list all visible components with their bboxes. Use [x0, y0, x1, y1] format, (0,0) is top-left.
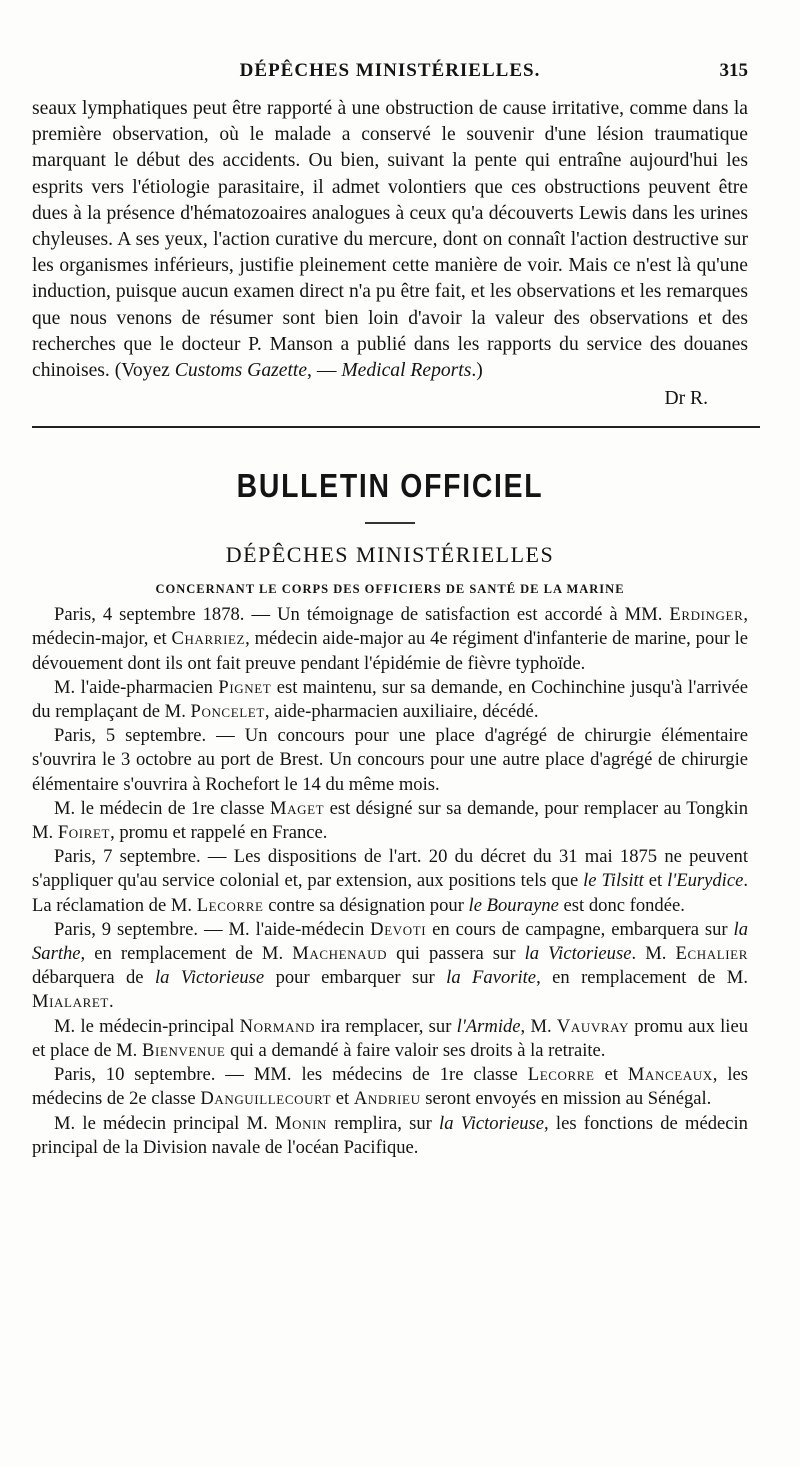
article-paragraph [32, 96, 748, 384]
running-title: DÉPÊCHES MINISTÉRIELLES. [239, 60, 541, 81]
ship-name: la Victorieuse [439, 1112, 545, 1134]
entry-text: Paris, 5 septembre. — Un concours pour une place d'agrégé de chirurgie élémentaire s'ouvrira le 3 octobre au port de Brest. Un concours pour une autre place d'agrégé de chirurgie élémentaire s'ouvrira à Rochefort le 14 du même mois. [32, 725, 748, 795]
entry-text: Paris, 7 septembre. — Les dispositions de l'art. 20 du décret du 31 mai 1875 ne peuvent s'appliquer qu'au service colonial et, par extension, aux positions tels que [32, 846, 748, 892]
dispatch-entry [32, 1112, 748, 1160]
dispatch-entry [32, 1063, 748, 1111]
dispatch-entry [32, 918, 748, 1015]
dispatch-entry [32, 603, 748, 676]
entry-text: et [331, 1088, 354, 1110]
reference-medical-reports: Medical Reports [341, 360, 472, 382]
entry-text: , M. [520, 1015, 557, 1037]
person-name: Bienvenue [141, 1039, 226, 1061]
reference-close: .) [471, 360, 483, 382]
ship-name: la Favorite [446, 967, 537, 989]
person-name: Maget [269, 797, 325, 819]
reference-customs-gazette: Customs Gazette [174, 360, 308, 382]
person-name: Echalier [675, 943, 748, 965]
person-name: Normand [239, 1015, 316, 1037]
person-name: Devoti [370, 918, 427, 940]
dispatch-entry [32, 797, 748, 845]
person-name: Monin [274, 1112, 328, 1134]
ship-name: l'Armide [456, 1015, 521, 1037]
ship-name: la Sarthe [32, 918, 748, 965]
entry-text: , médecin-major, et [32, 604, 748, 650]
section-title: DÉPÊCHES MINISTÉRIELLES [225, 542, 555, 568]
person-name: Pignet [218, 676, 272, 698]
dispatch-entry [32, 1015, 748, 1063]
entry-text: qui passera sur [387, 943, 525, 965]
entry-text: est désigné sur sa demande, pour remplacer au Tongkin M. [32, 797, 748, 844]
bulletin-entries [32, 603, 748, 1160]
entry-text: Paris, 9 septembre. — M. l'aide-médecin [54, 918, 371, 940]
entry-text: pour embarquer sur [264, 967, 447, 989]
entry-text: contre sa désignation pour [263, 894, 469, 916]
entry-text: . La réclamation de M. [32, 870, 748, 916]
entry-text: M. le médecin-principal [54, 1015, 240, 1037]
section-divider [32, 426, 760, 428]
entry-text: en cours de campagne, embarquera sur [426, 918, 734, 940]
person-name: Danguillecourt [200, 1088, 332, 1110]
entry-text: est maintenu, sur sa demande, en Cochinchine jusqu'à l'arrivée du remplaçant de M. [32, 676, 748, 723]
person-name: Foiret [57, 822, 111, 844]
person-name: Vauvray [556, 1015, 629, 1037]
entry-text: M. l'aide-pharmacien [54, 676, 219, 698]
entry-text: , en remplacement de M. [80, 943, 293, 965]
person-name: Andrieu [353, 1088, 421, 1110]
article-text: seaux lymphatiques peut être rapporté à une obstruction de cause irritative, comme dans la première observation, où le malade a conservé le souvenir d'une lésion traumatique marquant le début des accidents. Ou bien, suivant la pente qui entraîne aujourd'hui les esprits vers l'étiologie parasitaire, il admet volontiers que ces obstructions peuvent être dues à la présence d'hématozoaires analogues à ceux qu'a découverts Lewis dans les urines chyleuses. A ses yeux, l'action curative du mercure, dont on connaît l'action destructive sur les organismes inférieurs, justifie pleinement cette manière de voir. Mais ce n'est là qu'une induction, puisque aucun examen direct n'a pu être fait, et les observations et les remarques que nous venons de résumer sont bien loin d'avoir la valeur des observations et des recherches que le docteur P. Manson a publié dans les rapports du service des douanes chinoises. (Voyez [32, 98, 748, 382]
ship-name: l'Eurydice [667, 870, 744, 892]
ship-name: la Victorieuse [154, 967, 265, 989]
entry-text: ira remplacer, sur [315, 1015, 457, 1037]
entry-text: Paris, 10 septembre. — MM. les médecins de 1re classe [54, 1064, 528, 1086]
ship-name: le Tilsitt [583, 870, 644, 892]
entry-text: est donc fondée. [558, 894, 685, 916]
section-subtitle: CONCERNANT LE CORPS DES OFFICIERS DE SANTÉ DE LA MARINE [155, 582, 625, 597]
person-name: Lecorre [527, 1064, 595, 1086]
dispatch-entry [32, 676, 748, 724]
entry-text: M. le médecin principal M. [54, 1112, 275, 1134]
entry-text: , promu et rappelé en France. [110, 822, 328, 844]
title-underline [365, 522, 415, 524]
article-signature: Dr R. [664, 388, 708, 410]
running-header [32, 58, 748, 96]
person-name: Erdinger [669, 604, 744, 626]
person-name: Manceaux [627, 1064, 713, 1086]
entry-text: . M. [631, 943, 676, 965]
person-name: Machenaud [292, 943, 388, 965]
entry-text: . [108, 991, 114, 1013]
person-name: Lecorre [196, 894, 264, 916]
entry-text: , aide-pharmacien auxiliaire, décédé. [264, 701, 539, 723]
ship-name: la Victorieuse [524, 943, 632, 965]
entry-text: et [643, 870, 668, 892]
entry-text: et [594, 1064, 628, 1086]
entry-text: , en remplacement de M. [536, 967, 748, 989]
entry-text: remplira, sur [327, 1112, 440, 1134]
entry-text: qui a demandé à faire valoir ses droits à la retraite. [225, 1039, 606, 1061]
entry-text: , les médecins de 2e classe [32, 1064, 749, 1110]
person-name: Mialaret [32, 991, 109, 1013]
entry-text: , médecin aide-major au 4e régiment d'infanterie de marine, pour le dévouement dont ils ont fait preuve pendant l'épidémie de fièvre typhoïde. [32, 628, 748, 674]
bulletin-title: BULLETIN OFFICIEL [236, 467, 544, 505]
entry-text: seront envoyés en mission au Sénégal. [420, 1088, 712, 1110]
dispatch-entry [32, 845, 748, 918]
reference-separator: , — [307, 360, 342, 382]
entry-text: M. le médecin de 1re classe [54, 797, 270, 819]
dispatch-entry [32, 724, 748, 797]
person-name: Poncelet [190, 701, 265, 723]
page-number: 315 [719, 60, 748, 81]
entry-text: , les fonctions de médecin principal de la Division navale de l'océan Pacifique. [32, 1112, 748, 1158]
ship-name: le Bourayne [468, 894, 559, 916]
entry-text: promu aux lieu et place de M. [32, 1015, 748, 1061]
entry-text: Paris, 4 septembre 1878. — Un témoignage de satisfaction est accordé à MM. [54, 604, 670, 626]
entry-text: débarquera de [32, 967, 155, 989]
person-name: Charriez [171, 628, 246, 650]
